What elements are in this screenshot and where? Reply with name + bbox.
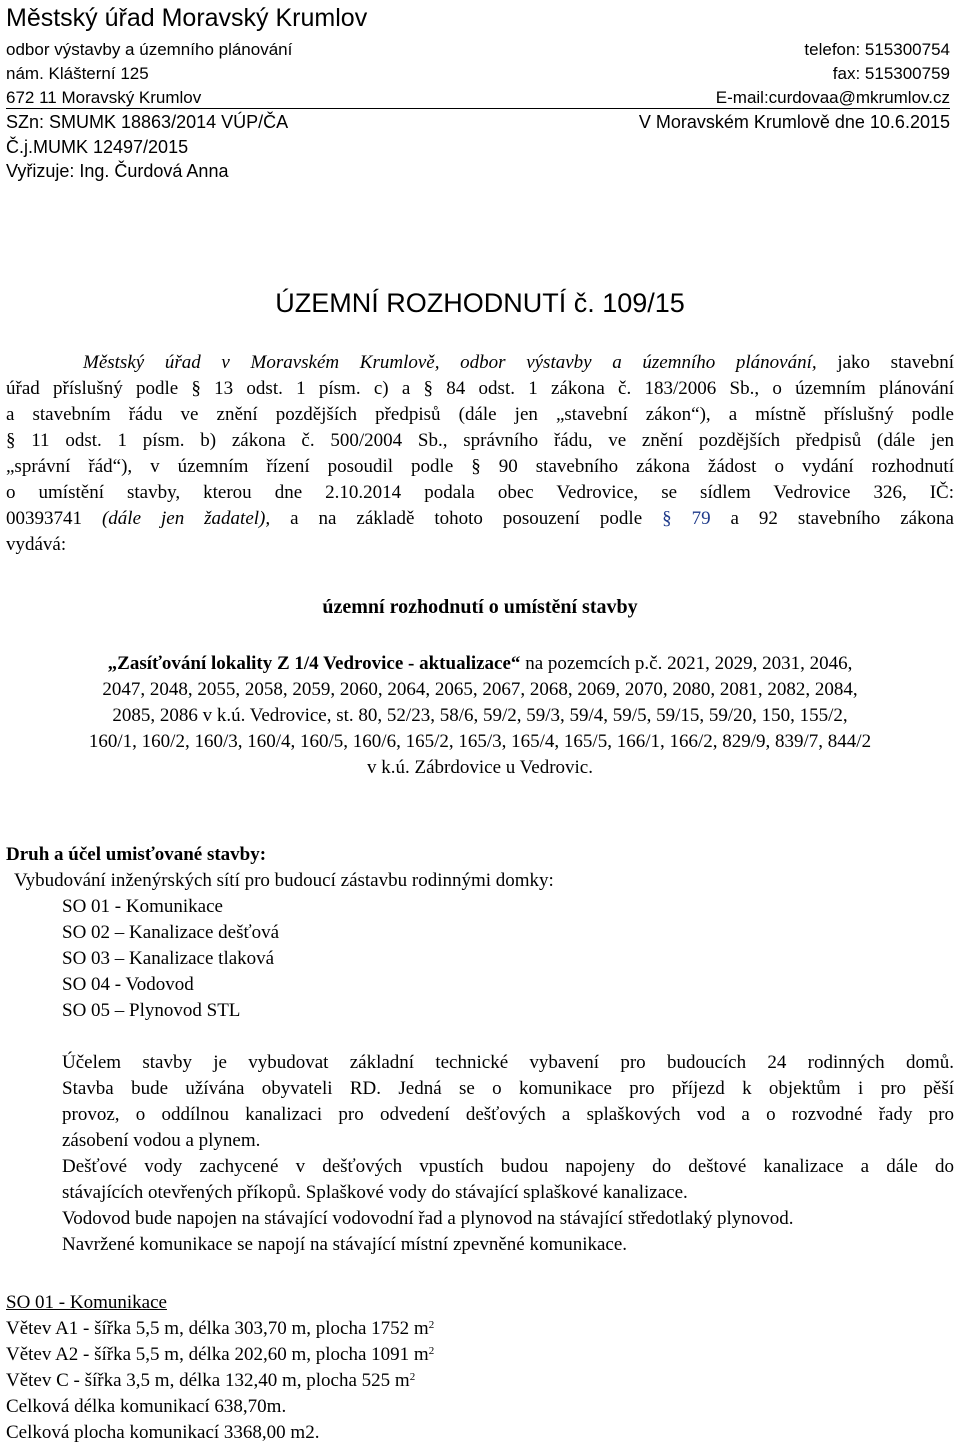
intro-line-3: a stavebním řádu ve znění pozdějších předpisů (dále jen „stavební zákon“), a místně příslušný podle	[6, 404, 954, 425]
p1-line-1: Účelem stavby je vybudovat základní technické vybavení pro budoucích 24 rodinných domů.	[62, 1052, 954, 1073]
purpose-heading: Druh a účel umisťované stavby:	[6, 844, 267, 865]
reference-number: Č.j.MUMK 12497/2015	[6, 137, 189, 157]
project-line-1	[0, 651, 960, 677]
so01-heading: SO 01 - Komunikace	[6, 1292, 167, 1313]
intro-l7-c: a 92 stavebního zákona	[730, 508, 954, 529]
project-line-4: 160/1, 160/2, 160/3, 160/4, 160/5, 160/6, 165/2, 165/3, 165/4, 165/5, 166/1, 166/2, 829/9, 839/7, 844/2	[88, 731, 872, 752]
branch-a2: Větev A2 - šířka 5,5 m, délka 202,60 m, plocha 1091 m	[6, 1344, 429, 1365]
decision-title: ÚZEMNÍ ROZHODNUTÍ č. 109/15	[275, 288, 685, 318]
intro-l7-b: a na základě tohoto posouzení podle	[290, 508, 643, 529]
street-address: nám. Klášterní 125	[6, 64, 149, 83]
applicant-italic: (dále jen žadatel),	[101, 508, 271, 529]
project-line-2: 2047, 2048, 2055, 2058, 2059, 2060, 2064, 2065, 2067, 2068, 2069, 2070, 2080, 2081, 2082, 2084,	[102, 679, 858, 700]
so-item-3: SO 03 – Kanalizace tlaková	[62, 948, 275, 969]
p4-line: Navržené komunikace se napojí na stávající místní zpevněné komunikace.	[62, 1234, 628, 1255]
so01-row-3	[6, 1368, 415, 1394]
handler: Vyřizuje: Ing. Čurdová Anna	[6, 161, 229, 181]
so-item-1: SO 01 - Komunikace	[62, 896, 223, 917]
p1-line-2: Stavba bude užívána obyvateli RD. Jedná se o komunikace pro příjezd k objektům i pro pěší	[62, 1078, 954, 1099]
so-item-4: SO 04 - Vodovod	[62, 974, 194, 995]
branch-c: Větev C - šířka 3,5 m, délka 132,40 m, plocha 525 m	[6, 1370, 410, 1391]
intro-line-8: vydává:	[6, 534, 67, 555]
p2-line-1: Dešťové vody zachycené v dešťových vpustích budou napojeny do deštové kanalizace a dále do	[62, 1156, 954, 1177]
p2-line-2: stávajících otevřených příkopů. Splaškové vody do stávající splaškové kanalizace.	[62, 1182, 688, 1203]
so-item-2: SO 02 – Kanalizace dešťová	[62, 922, 280, 943]
sup-a1: 2	[428, 1319, 435, 1331]
project-name: „Zasíťování lokality Z 1/4 Vedrovice - aktualizace“	[107, 653, 521, 674]
intro-line-5: „správní řád“), v územním řízení posoudil podle § 90 stavebního zákona žádost o vydání rozhodnutí	[6, 456, 954, 477]
section-79-reference: § 79	[662, 508, 711, 529]
project-line-3: 2085, 2086 v k.ú. Vedrovice, st. 80, 52/23, 58/6, 59/2, 59/3, 59/4, 59/5, 59/15, 59/20, 150, 155/2,	[112, 705, 848, 726]
office-name: Městský úřad Moravský Krumlov	[6, 4, 368, 32]
p3-line: Vodovod bude napojen na stávající vodovodní řad a plynovod na stávající středotlaký plynovod.	[62, 1208, 794, 1229]
p1-line-3: provoz, o oddílnou kanalizaci pro odvedení dešťových a splaškových vod a o rozvodné řady pro	[62, 1104, 954, 1125]
intro-l1-rest: jako stavební	[837, 352, 955, 373]
ic-number: 00393741	[6, 508, 82, 529]
intro-line-1	[6, 350, 954, 376]
sup-a2: 2	[428, 1345, 435, 1357]
so01-row-2	[6, 1342, 434, 1368]
department: odbor výstavby a územního plánování	[6, 40, 293, 59]
email: E-mail:curdovaa@mkrumlov.cz	[715, 88, 950, 107]
city-address: 672 11 Moravský Krumlov	[6, 88, 202, 107]
so01-row-1	[6, 1316, 434, 1342]
intro-line-2: úřad příslušný podle § 13 odst. 1 písm. c) a § 84 odst. 1 zákona č. 183/2006 Sb., o územním plánování	[6, 378, 954, 399]
project-l1-rest: na pozemcích p.č. 2021, 2029, 2031, 2046,	[525, 653, 853, 674]
sup-c: 2	[409, 1371, 416, 1383]
fax: fax: 515300759	[832, 64, 950, 83]
so-item-5: SO 05 – Plynovod STL	[62, 1000, 241, 1021]
p1-line-4: zásobení vodou a plynem.	[62, 1130, 261, 1151]
so01-total-length: Celková délka komunikací 638,70m.	[6, 1396, 287, 1417]
issue-date: V Moravském Krumlově dne 10.6.2015	[638, 112, 950, 132]
branch-a1: Větev A1 - šířka 5,5 m, délka 303,70 m, plocha 1752 m	[6, 1318, 429, 1339]
purpose-paragraph-1	[62, 1050, 954, 1258]
intro-line-4: § 11 odst. 1 písm. b) zákona č. 500/2004 Sb., správního řádu, ve znění pozdějších předpisů (dále jen	[6, 430, 954, 451]
file-reference: SZn: SMUMK 18863/2014 VÚP/ČA	[6, 112, 289, 132]
so01-total-area: Celková plocha komunikací 3368,00 m2.	[6, 1422, 320, 1443]
phone: telefon: 515300754	[804, 40, 950, 59]
purpose-lead: Vybudování inženýrských sítí pro budoucí zástavbu rodinnými domky:	[14, 870, 554, 891]
header-divider	[6, 108, 950, 109]
intro-line-7	[6, 506, 954, 532]
intro-line-6: o umístění stavby, kterou dne 2.10.2014 podala obec Vedrovice, se sídlem Vedrovice 326, IČ:	[6, 482, 954, 503]
decision-subtitle: územní rozhodnutí o umístění stavby	[322, 596, 638, 618]
intro-paragraph	[6, 350, 954, 558]
project-line-5: v k.ú. Zábrdovice u Vedrovic.	[366, 757, 593, 778]
office-italic: Městský úřad v Moravském Krumlově, odbor výstavby a územního plánování,	[83, 352, 817, 373]
